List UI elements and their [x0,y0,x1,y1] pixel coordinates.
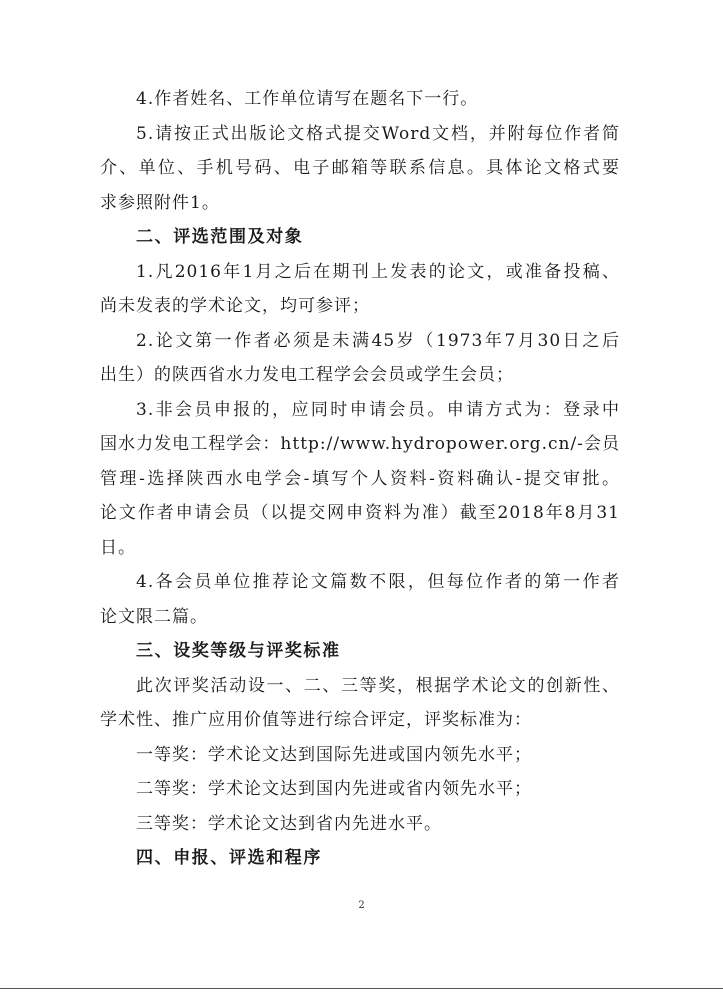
section-heading: 四、申报、评选和程序 [136,848,322,868]
document-body [100,82,620,876]
page-bottom-rule [0,988,723,989]
text-line: 论文作者申请会员（以提交网申资料为准）截至2018年8月31 [100,503,620,523]
text-line: 管理-选择陕西水电学会-填写个人资料-资料确认-提交审批。 [100,468,620,489]
text-line: 尚未发表的学术论文，均可参评； [100,296,370,316]
text-line: 学术性、推广应用价值等进行综合评定，评奖标准为： [100,710,532,730]
text-line: 2.论文第一作者必须是未满45岁（1973年7月30日之后 [136,330,620,351]
text-line: 论文限二篇。 [100,606,208,627]
text-line: 二等奖：学术论文达到国内先进或省内领先水平； [136,779,532,799]
text-line: 出生）的陕西省水力发电工程学会会员或学生会员； [100,365,514,385]
section-heading: 二、评选范围及对象 [136,227,304,247]
text-line: 日。 [100,537,136,558]
text-line: 此次评奖活动设一、二、三等奖，根据学术论文的创新性、 [136,675,620,696]
text-line: 4.作者姓名、工作单位请写在题名下一行。 [136,89,479,109]
text-line: 3.非会员申报的，应同时申请会员。申请方式为：登录中 [136,399,620,420]
text-line: 1.凡2016年1月之后在期刊上发表的论文，或准备投稿、 [136,261,620,282]
text-line: 介、单位、手机号码、电子邮箱等联系信息。具体论文格式要 [100,158,620,178]
text-line: 5.请按正式出版论文格式提交Word文档，并附每位作者简 [136,123,620,144]
page-number: 2 [358,900,365,911]
section-heading: 三、设奖等级与评奖标准 [136,641,341,661]
text-line: 求参照附件1。 [100,192,220,213]
text-line: 国水力发电工程学会：http://www.hydropower.org.cn/-会员 [100,434,620,454]
text-line: 一等奖：学术论文达到国际先进或国内领先水平； [136,744,532,765]
text-line: 三等奖：学术论文达到省内先进水平。 [136,813,442,834]
text-line: 4.各会员单位推荐论文篇数不限，但每位作者的第一作者 [136,572,620,592]
